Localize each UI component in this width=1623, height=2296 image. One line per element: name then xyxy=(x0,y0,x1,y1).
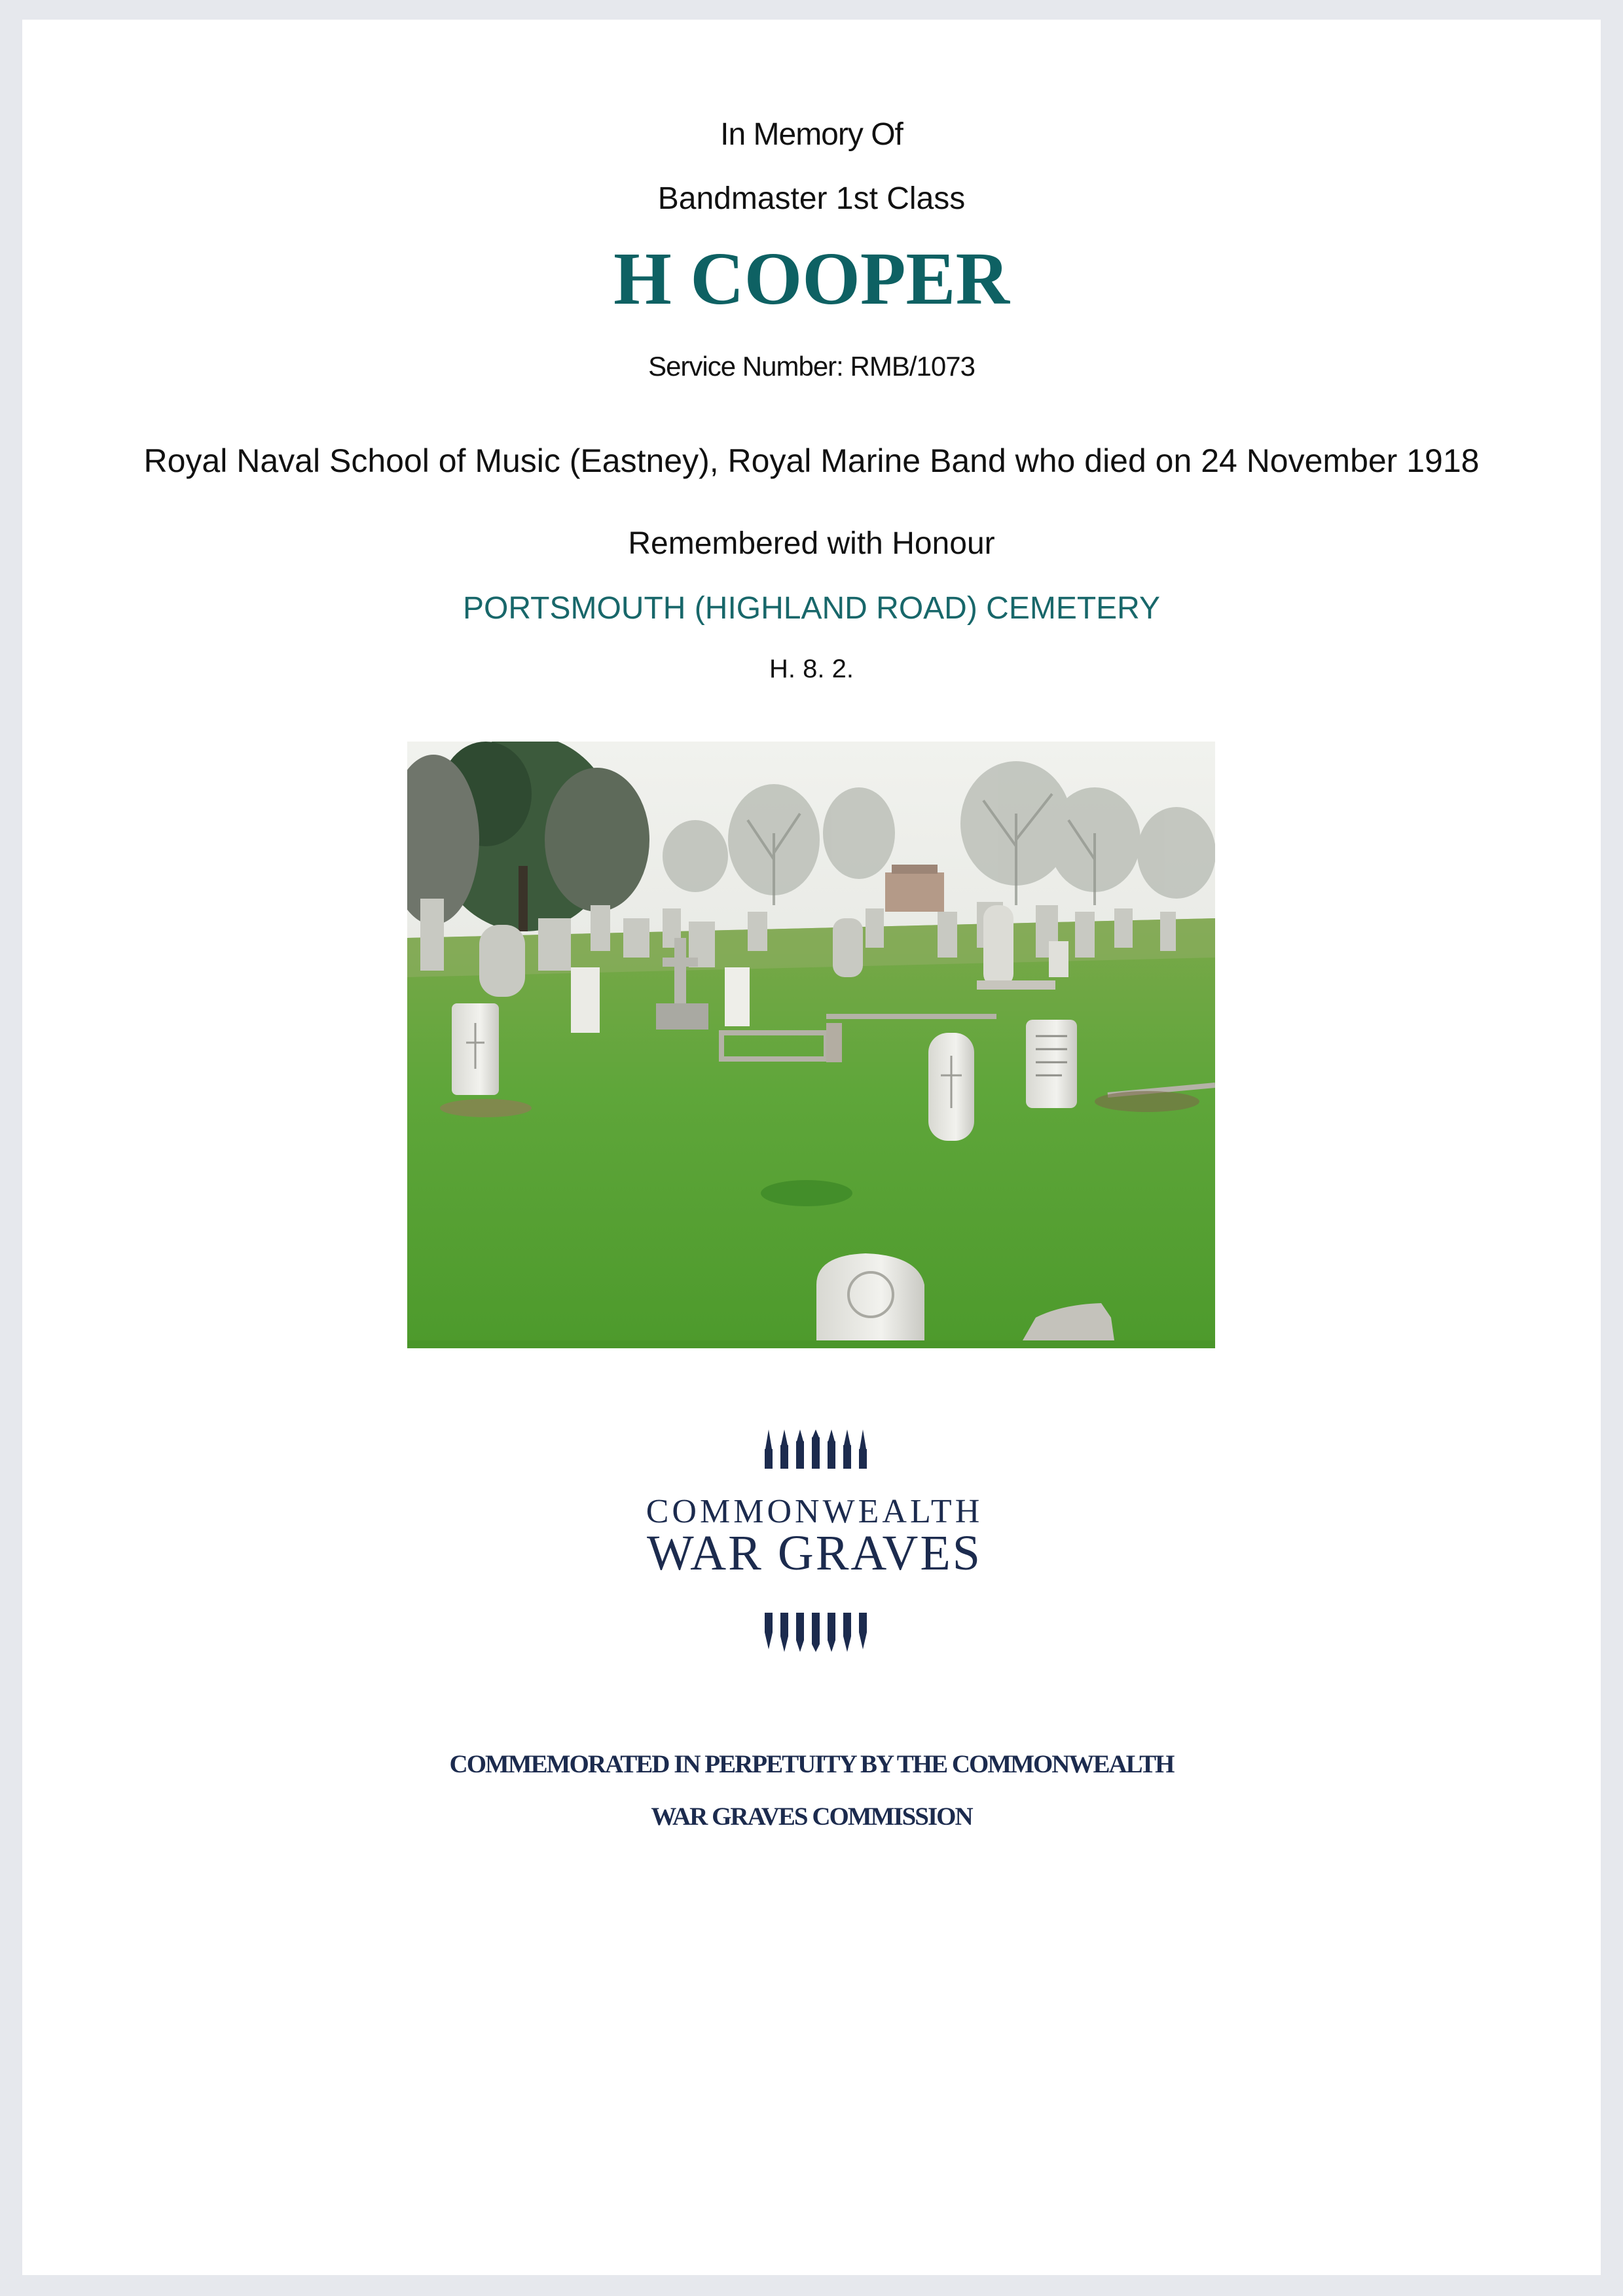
cemetery-name: PORTSMOUTH (HIGHLAND ROAD) CEMETERY xyxy=(463,591,1160,626)
cwgc-logo xyxy=(631,1429,998,1652)
logo-bottom-marks xyxy=(765,1613,867,1652)
remembered-text: Remembered with Honour xyxy=(628,526,995,561)
grave-reference: H. 8. 2. xyxy=(769,655,854,683)
logo-line-2: WAR GRAVES xyxy=(646,1526,983,1581)
rank-text: Bandmaster 1st Class xyxy=(657,181,966,216)
intro-text: In Memory Of xyxy=(720,117,903,152)
commemoration-line-2: WAR GRAVES COMMISSION xyxy=(651,1803,972,1831)
certificate-page xyxy=(22,20,1601,2275)
service-number: Service Number: RMB/1073 xyxy=(648,351,975,382)
casualty-name: H COOPER xyxy=(613,237,1010,320)
logo-line-1: COMMONWEALTH xyxy=(646,1493,983,1530)
commemoration-line-1: COMMEMORATED IN PERPETUITY BY THE COMMONWEALTH xyxy=(449,1750,1174,1778)
cemetery-photo xyxy=(407,742,1215,1348)
unit-text: Royal Naval School of Music (Eastney), Royal Marine Band who died on 24 November 1918 xyxy=(143,442,1480,479)
logo-top-marks xyxy=(765,1429,867,1469)
